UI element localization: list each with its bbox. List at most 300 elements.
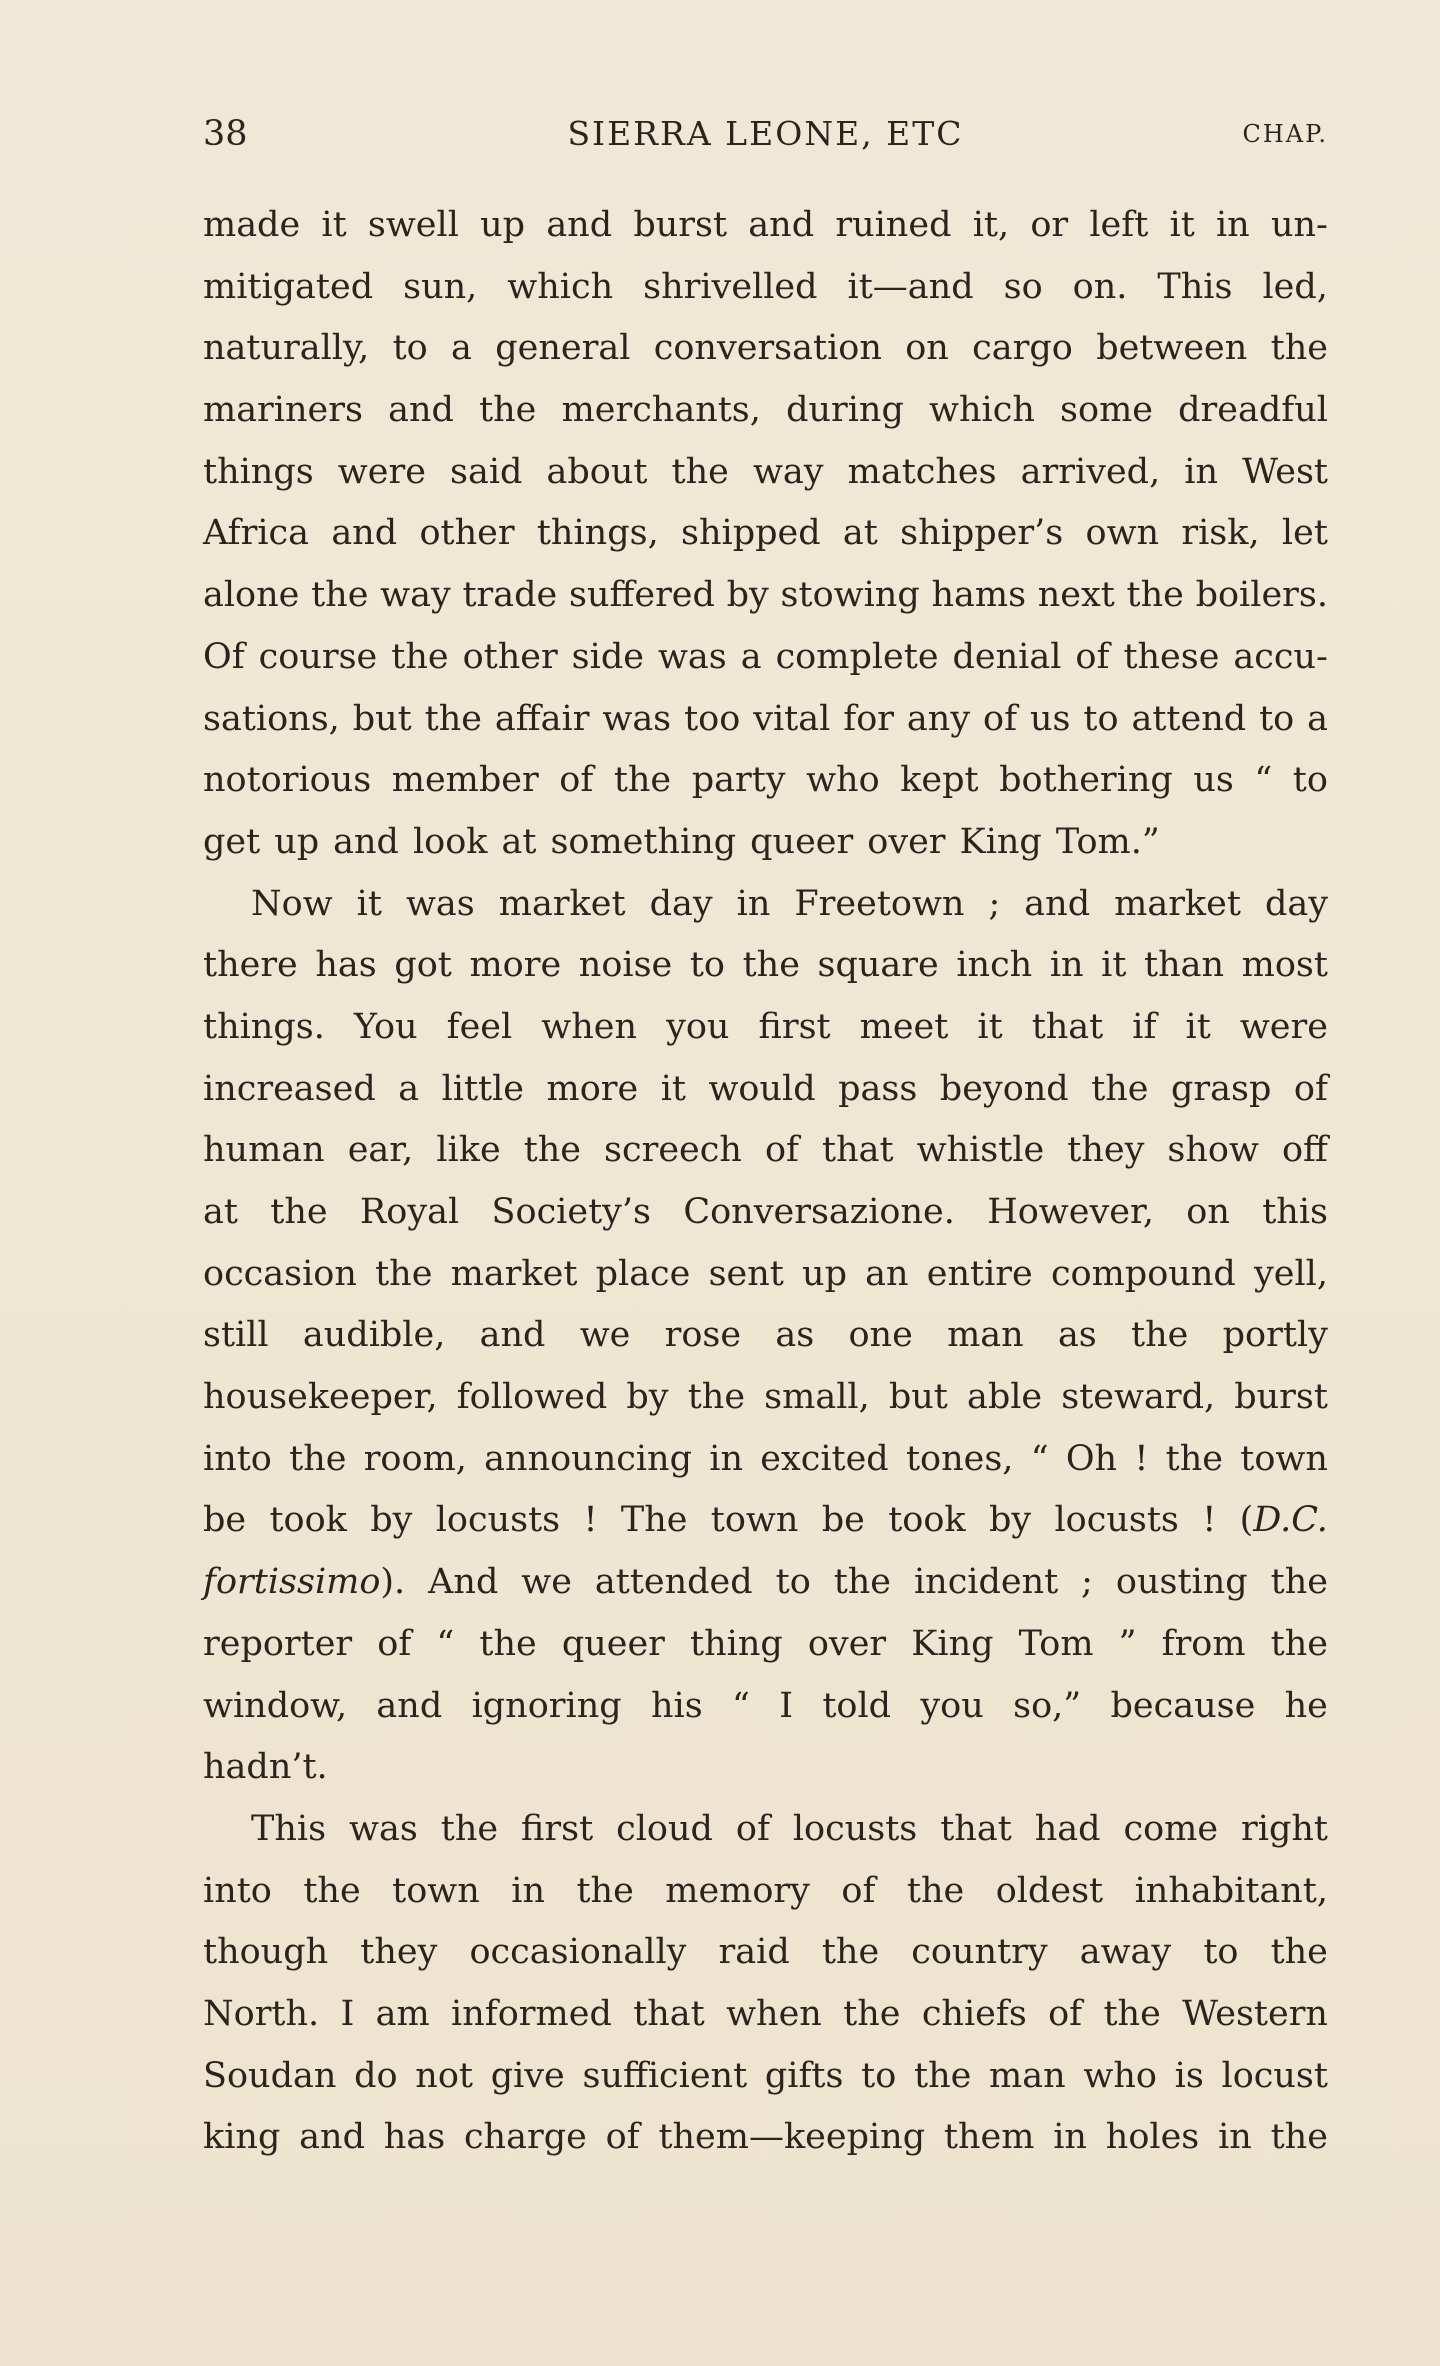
- word: in: [1049, 945, 1084, 986]
- word: more: [469, 945, 562, 986]
- word: whistle: [916, 1130, 1045, 1171]
- word: place: [595, 1253, 691, 1294]
- word: the: [479, 1623, 537, 1664]
- word: un-: [1270, 205, 1328, 245]
- word: and: [299, 2117, 365, 2158]
- word: the: [311, 575, 369, 616]
- word: between: [1096, 328, 1248, 369]
- word: attend: [1131, 698, 1247, 739]
- word: little: [441, 1068, 525, 1109]
- word: and: [333, 821, 399, 862]
- word: day: [1264, 883, 1328, 924]
- word: day: [649, 883, 713, 924]
- word: of: [605, 2117, 640, 2158]
- word: reporter: [203, 1623, 353, 1664]
- word: told: [822, 1685, 892, 1726]
- word: and: [1024, 883, 1091, 924]
- word: Conversazione.: [683, 1192, 955, 1232]
- word: ignoring: [471, 1685, 622, 1726]
- word: Western: [1182, 1993, 1328, 2034]
- word: it: [1185, 1006, 1211, 1047]
- word: he: [1284, 1685, 1328, 1726]
- word: in: [1215, 205, 1250, 245]
- text-line: [203, 1614, 1328, 1676]
- word: things: [203, 451, 314, 492]
- word: led,: [1262, 266, 1328, 307]
- word: the: [843, 1993, 901, 2034]
- word: town: [1240, 1438, 1328, 1479]
- word: things.: [203, 1006, 325, 1047]
- word: announcing: [484, 1438, 693, 1479]
- word: occasion: [203, 1253, 357, 1294]
- word: an: [865, 1253, 909, 1294]
- word: into: [203, 1870, 272, 1911]
- word: so: [1003, 266, 1043, 307]
- word: the: [303, 1870, 361, 1911]
- word: general: [495, 328, 631, 369]
- word: inch: [956, 945, 1033, 986]
- word: rose: [664, 1315, 742, 1356]
- text-line: [203, 1922, 1328, 1984]
- word: (D.C.: [1239, 1500, 1328, 1541]
- word: am: [375, 1993, 430, 2034]
- word: country: [911, 1932, 1048, 1973]
- word: man: [947, 1315, 1024, 1356]
- word: charge: [463, 2117, 587, 2158]
- word: occasionally: [469, 1932, 687, 1973]
- word: tones,: [905, 1438, 1014, 1479]
- word: from: [1161, 1623, 1246, 1664]
- word: attended: [594, 1562, 753, 1603]
- word: locusts: [1054, 1500, 1179, 1541]
- word: “: [1254, 760, 1273, 801]
- word: hadn’t.: [203, 1747, 328, 1788]
- word: and: [331, 513, 398, 554]
- word: the: [1165, 1438, 1223, 1479]
- word: for: [843, 698, 894, 739]
- word: we: [579, 1315, 631, 1356]
- text-line: [203, 1861, 1328, 1923]
- word: of: [735, 1808, 770, 1849]
- word: that: [822, 1130, 894, 1171]
- word: got: [394, 945, 452, 986]
- word: of: [1048, 1993, 1083, 2034]
- word: followed: [456, 1377, 608, 1418]
- word: The: [620, 1500, 688, 1541]
- word: locusts: [435, 1500, 561, 1541]
- word: than: [1144, 945, 1225, 986]
- word: took: [888, 1500, 966, 1541]
- word: the: [1270, 1562, 1328, 1603]
- word: king: [203, 2117, 281, 2158]
- word: way: [752, 451, 824, 492]
- word: left: [1089, 205, 1149, 245]
- word: at: [501, 821, 537, 862]
- word: bothering: [999, 760, 1173, 801]
- word: You: [353, 1006, 418, 1047]
- word: on: [1186, 1192, 1230, 1232]
- word: This: [251, 1808, 327, 1849]
- text-line: [203, 2107, 1328, 2169]
- text-line: [203, 1244, 1328, 1306]
- word: most: [1241, 945, 1328, 986]
- word: Africa: [203, 513, 310, 554]
- word: Of: [203, 636, 245, 677]
- word: in: [736, 883, 771, 924]
- word: like: [436, 1130, 501, 1171]
- word: has: [383, 2117, 446, 2158]
- word: that: [1031, 1006, 1104, 1047]
- word: about: [546, 451, 648, 492]
- word: give: [490, 2055, 565, 2096]
- word: was: [602, 698, 672, 739]
- word: the: [1270, 328, 1328, 369]
- word: look: [412, 821, 488, 862]
- word: let: [1281, 513, 1328, 554]
- word: when: [541, 1006, 638, 1047]
- word: the: [270, 1192, 328, 1232]
- word: the: [1270, 2117, 1328, 2158]
- word: “: [436, 1623, 455, 1664]
- word: during: [786, 390, 904, 431]
- word: ”: [1118, 1623, 1137, 1664]
- word: to: [861, 2055, 897, 2096]
- word: feel: [446, 1006, 513, 1047]
- text-line: [203, 874, 1328, 936]
- word: burst: [1234, 1377, 1328, 1418]
- word: they: [360, 1932, 438, 1973]
- word: course: [258, 636, 378, 677]
- word: the: [1126, 575, 1184, 616]
- word: King: [959, 821, 1042, 862]
- word: to: [689, 945, 725, 986]
- word: sations,: [203, 698, 340, 739]
- word: North.: [203, 1993, 320, 2034]
- word: West: [1242, 451, 1328, 492]
- word: to: [775, 1562, 811, 1603]
- word: shipper’s: [900, 513, 1064, 554]
- word: town: [392, 1870, 480, 1911]
- word: the: [671, 451, 729, 492]
- word: was: [405, 883, 475, 924]
- word: stowing: [780, 575, 920, 616]
- word: was: [657, 636, 727, 677]
- word: it: [660, 1068, 686, 1109]
- word: by: [726, 575, 769, 616]
- word: of: [983, 698, 1018, 739]
- word: entire: [926, 1253, 1033, 1294]
- word: the: [821, 1932, 880, 1973]
- word: cargo: [972, 328, 1073, 369]
- word: I: [340, 1993, 355, 2034]
- word: by: [988, 1500, 1032, 1541]
- text-line: [203, 1429, 1328, 1491]
- word: the: [742, 945, 800, 986]
- word: at: [203, 1192, 238, 1232]
- body-text: [203, 195, 1328, 2169]
- word: the: [833, 1562, 892, 1603]
- word: by: [370, 1500, 413, 1541]
- word: ;: [1081, 1562, 1093, 1603]
- word: grasp: [1171, 1068, 1272, 1109]
- word: something: [550, 821, 737, 862]
- word: up: [802, 1253, 847, 1294]
- word: and: [479, 1315, 546, 1356]
- word: the: [1270, 1932, 1328, 1973]
- word: the: [1103, 1993, 1161, 2034]
- word: yell,: [1253, 1253, 1328, 1294]
- word: audible,: [302, 1315, 446, 1356]
- text-line: [203, 380, 1328, 442]
- word: naturally,: [203, 328, 370, 369]
- word: trade: [462, 575, 558, 616]
- word: them: [943, 2117, 1035, 2158]
- word: us: [1193, 760, 1234, 801]
- word: ear,: [347, 1130, 414, 1171]
- word: suffered: [568, 575, 715, 616]
- word: over: [807, 1623, 887, 1664]
- word: if: [1132, 1006, 1157, 1047]
- word: dreadful: [1178, 390, 1328, 431]
- word: This: [1157, 266, 1233, 307]
- word: to: [1083, 698, 1119, 739]
- word: it: [1169, 205, 1195, 245]
- text-line: [203, 442, 1328, 504]
- word: right: [1241, 1808, 1328, 1849]
- word: which: [929, 390, 1035, 431]
- word: too: [684, 698, 741, 739]
- word: to: [1292, 760, 1328, 801]
- text-line: [203, 1305, 1328, 1367]
- text-line: [203, 195, 1328, 257]
- word: it: [977, 1006, 1003, 1047]
- word: Now: [251, 883, 333, 924]
- word: arrived,: [1020, 451, 1161, 492]
- word: Freetown: [794, 883, 965, 924]
- text-line: [203, 503, 1328, 565]
- text-line: [203, 750, 1328, 812]
- word: things,: [536, 513, 659, 554]
- word: sufficient: [582, 2055, 748, 2096]
- word: that: [940, 1808, 1012, 1849]
- text-line: [203, 1182, 1328, 1244]
- word: of: [559, 760, 594, 801]
- word: Society’s: [491, 1192, 651, 1232]
- word: come: [1123, 1808, 1219, 1849]
- word: steward,: [1061, 1377, 1216, 1418]
- word: still: [203, 1315, 269, 1356]
- word: of: [764, 1130, 799, 1171]
- word: and: [546, 205, 613, 245]
- word: that: [633, 1993, 705, 2034]
- word: “: [1030, 1438, 1049, 1479]
- word: And: [428, 1562, 499, 1603]
- word: into: [203, 1438, 272, 1479]
- word: other: [419, 513, 515, 554]
- word: member: [391, 760, 539, 801]
- word: queer: [561, 1623, 665, 1664]
- word: !: [1202, 1500, 1217, 1541]
- word: but: [352, 698, 412, 739]
- word: vital: [753, 698, 831, 739]
- word: portly: [1222, 1315, 1328, 1356]
- text-line: [203, 1120, 1328, 1182]
- word: has: [315, 945, 377, 986]
- word: the: [375, 1253, 433, 1294]
- word: first: [521, 1808, 594, 1849]
- word: and: [748, 205, 815, 245]
- word: away: [1079, 1932, 1172, 1973]
- word: it,: [972, 205, 1010, 245]
- word: and: [376, 1685, 443, 1726]
- word: said: [450, 451, 523, 492]
- word: hams: [931, 575, 1027, 616]
- word: there: [203, 945, 298, 986]
- word: the: [1270, 1623, 1328, 1664]
- word: one: [848, 1315, 913, 1356]
- word: locusts: [792, 1808, 918, 1849]
- word: the: [613, 760, 672, 801]
- word: of: [1293, 1068, 1328, 1109]
- word: denial: [952, 636, 1062, 677]
- word: Royal: [359, 1192, 460, 1232]
- word: some: [1060, 390, 1153, 431]
- word: up: [480, 205, 526, 245]
- word: merchants,: [561, 390, 761, 431]
- word: housekeeper,: [203, 1377, 438, 1418]
- word: I: [779, 1685, 794, 1726]
- chapter-label: CHAP.: [1242, 120, 1328, 148]
- word: matches: [847, 451, 997, 492]
- word: way: [380, 575, 451, 616]
- word: ousting: [1115, 1562, 1248, 1603]
- word: was: [349, 1808, 418, 1849]
- word: man: [989, 2055, 1066, 2096]
- word: !: [1134, 1438, 1149, 1479]
- word: you: [666, 1006, 730, 1047]
- word: !: [583, 1500, 598, 1541]
- word: of: [377, 1623, 412, 1664]
- word: other: [462, 636, 558, 677]
- word: Tom: [1018, 1623, 1094, 1664]
- word: be: [203, 1500, 247, 1541]
- word: chiefs: [921, 1993, 1027, 2034]
- word: town: [710, 1500, 799, 1541]
- text-line: [203, 257, 1328, 319]
- word: they: [1067, 1130, 1145, 1171]
- word: off: [1281, 1130, 1328, 1171]
- word: market: [1114, 883, 1241, 924]
- word: though: [203, 1932, 329, 1973]
- word: it: [1101, 945, 1127, 986]
- word: raid: [718, 1932, 790, 1973]
- word: in: [1053, 2117, 1087, 2158]
- text-line: [203, 1737, 1328, 1799]
- word: square: [817, 945, 939, 986]
- word: “: [731, 1685, 750, 1726]
- word: it—and: [847, 266, 974, 307]
- word: Tom.”: [1055, 821, 1160, 862]
- text-line: [203, 1676, 1328, 1738]
- word: accu-: [1233, 636, 1328, 677]
- word: memory: [665, 1870, 810, 1911]
- word: took: [269, 1500, 347, 1541]
- text-line: [203, 627, 1328, 689]
- word: who: [806, 760, 880, 801]
- word: locust: [1221, 2055, 1328, 2096]
- word: in: [511, 1870, 545, 1911]
- word: the: [576, 1870, 634, 1911]
- word: had: [1034, 1808, 1101, 1849]
- word: risk,: [1181, 513, 1260, 554]
- word: human: [203, 1130, 325, 1171]
- word: swell: [367, 205, 459, 245]
- text-line: [203, 2046, 1328, 2108]
- word: gifts: [764, 2055, 844, 2096]
- word: holes: [1105, 2117, 1200, 2158]
- word: made: [203, 205, 301, 245]
- word: it: [356, 883, 382, 924]
- word: ;: [988, 883, 1001, 924]
- word: next: [1037, 575, 1115, 616]
- word: when: [726, 1993, 822, 2034]
- word: Soudan: [203, 2055, 337, 2096]
- word: pass: [838, 1068, 918, 1109]
- word: by: [626, 1377, 669, 1418]
- text-line: [203, 812, 1328, 874]
- word: oldest: [995, 1870, 1104, 1911]
- word: we: [521, 1562, 572, 1603]
- word: these: [1123, 636, 1220, 677]
- word: meet: [859, 1006, 949, 1047]
- word: alone: [203, 575, 300, 616]
- word: or: [1030, 205, 1069, 245]
- word: shrivelled: [643, 266, 818, 307]
- text-line: [203, 565, 1328, 627]
- word: on.: [1072, 266, 1128, 307]
- word: which: [507, 266, 614, 307]
- word: not: [415, 2055, 473, 2096]
- word: his: [650, 1685, 703, 1726]
- word: of: [841, 1870, 876, 1911]
- word: sent: [708, 1253, 784, 1294]
- word: who: [1083, 2055, 1157, 2096]
- word: the: [523, 1130, 582, 1171]
- word: King: [911, 1623, 994, 1664]
- word: first: [758, 1006, 831, 1047]
- word: on: [905, 328, 949, 369]
- word: screech: [604, 1130, 742, 1171]
- word: over: [867, 821, 946, 862]
- word: a: [1307, 698, 1328, 739]
- word: However,: [987, 1192, 1154, 1232]
- word: us: [1029, 698, 1071, 739]
- text-line: [203, 1799, 1328, 1861]
- word: were: [1239, 1006, 1328, 1047]
- word: beyond: [939, 1068, 1069, 1109]
- text-line: [203, 997, 1328, 1059]
- word: of: [1075, 636, 1110, 677]
- word: affair: [494, 698, 590, 739]
- word: to: [1259, 698, 1295, 739]
- word: in: [1218, 2117, 1252, 2158]
- text-line: [203, 935, 1328, 997]
- word: and: [388, 390, 454, 431]
- word: small,: [764, 1377, 870, 1418]
- word: the: [289, 1438, 347, 1479]
- word: more: [546, 1068, 639, 1109]
- page-number: 38: [203, 114, 248, 154]
